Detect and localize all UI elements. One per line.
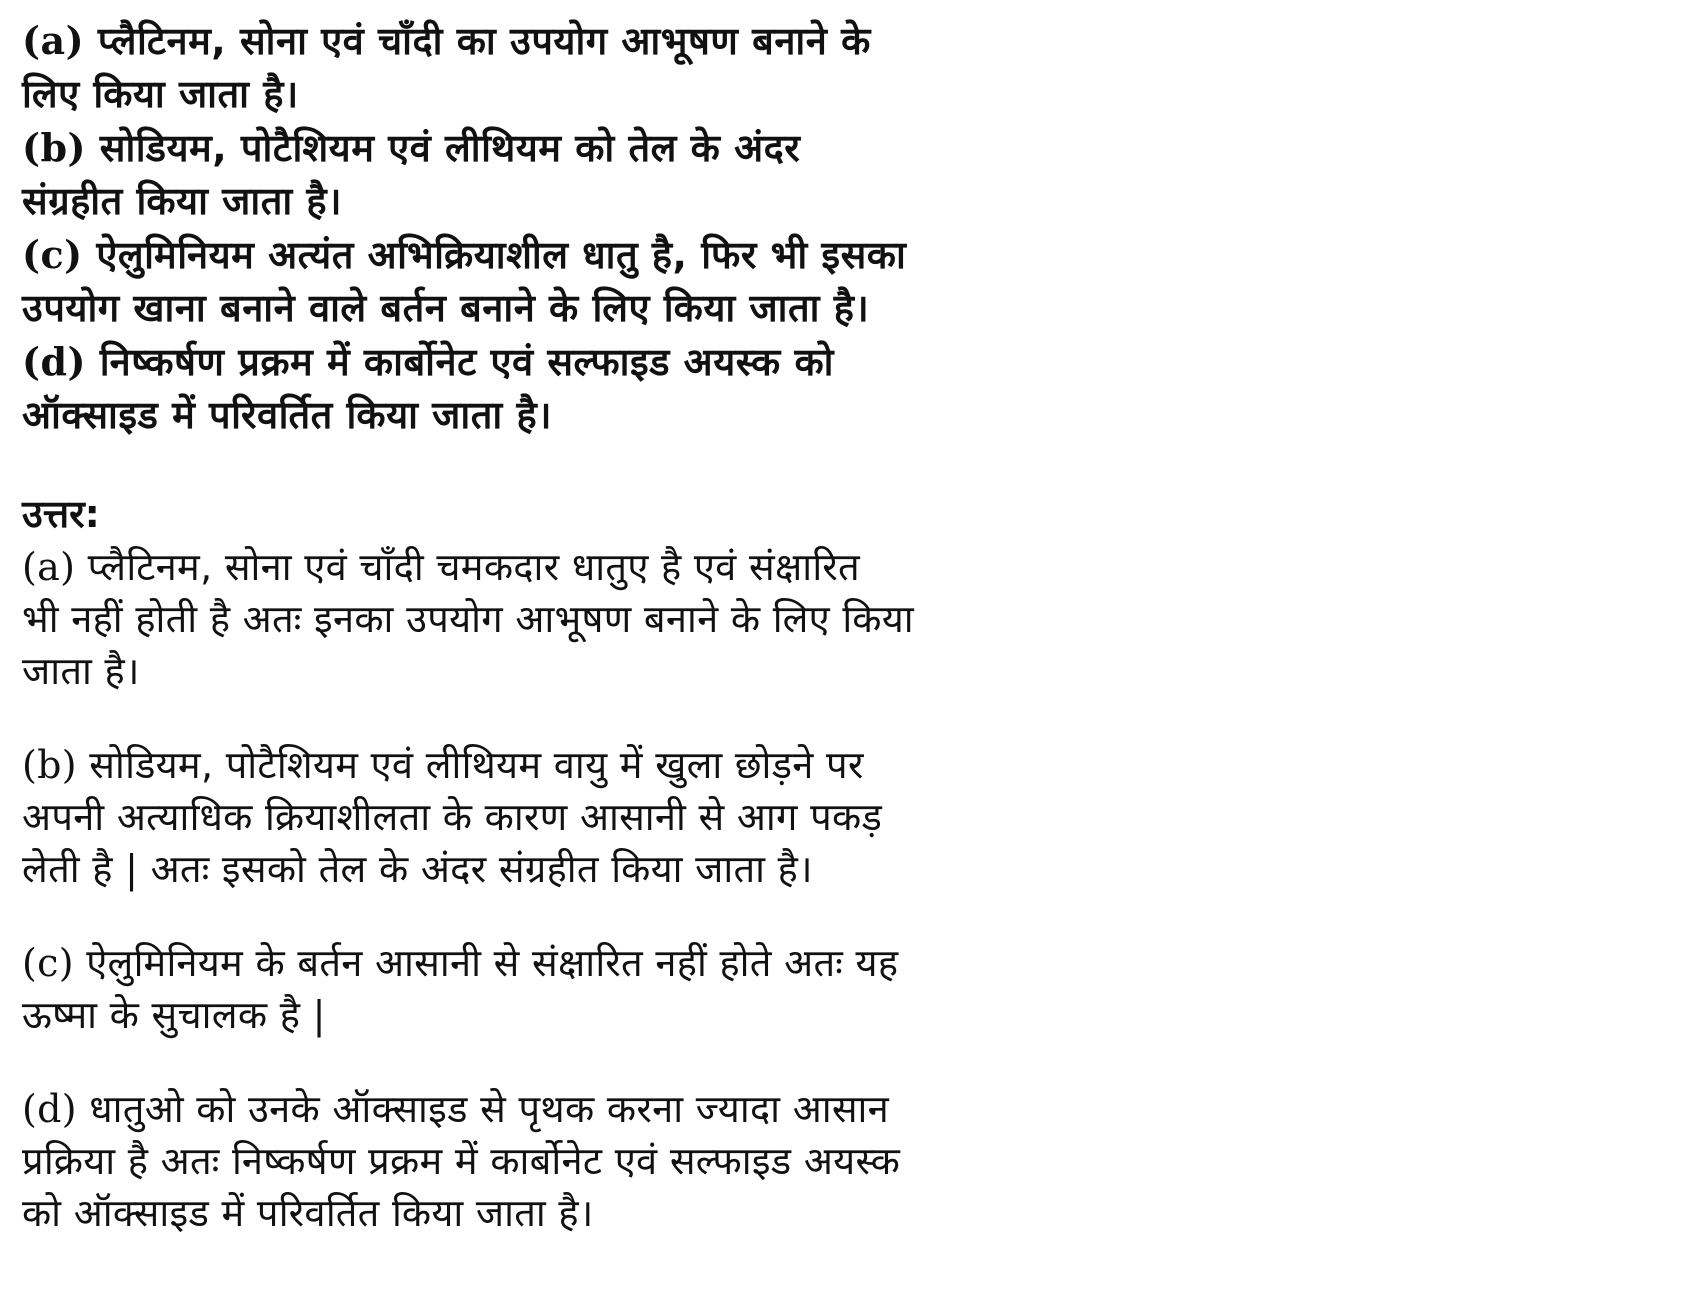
answer-label: (c) — [22, 941, 74, 985]
answer-line — [22, 1135, 1152, 1187]
question-label: (d) — [22, 339, 87, 384]
question-text: संग्रहीत किया जाता है। — [22, 179, 343, 223]
question-b — [22, 121, 1152, 228]
answer-text: को ऑक्साइड में परिवर्तित किया जाता है। — [22, 1191, 594, 1235]
answer-text: भी नहीं होती है अतः इनका उपयोग आभूषण बनाने के लिए किया — [22, 597, 914, 641]
answer-label: (b) — [22, 743, 77, 787]
answer-line — [22, 791, 1152, 843]
answer-label: (a) — [22, 545, 76, 589]
answer-text: प्लैटिनम, सोना एवं चाँदी चमकदार धातुए है एवं संक्षारित — [87, 545, 861, 589]
answer-line — [22, 937, 1152, 989]
document-page — [22, 14, 1152, 1239]
answer-line — [22, 1187, 1152, 1239]
answer-text: धातुओ को उनके ऑक्साइड से पृथक करना ज्यादा आसान — [89, 1087, 890, 1131]
question-list — [22, 14, 1152, 442]
answer-list — [22, 541, 1152, 1239]
answer-a — [22, 541, 1152, 697]
question-line — [22, 14, 1152, 68]
answer-text: ऊष्मा के सुचालक है | — [22, 993, 326, 1037]
question-label: (c) — [22, 232, 83, 277]
answer-line — [22, 645, 1152, 697]
answer-line — [22, 843, 1152, 895]
question-line — [22, 389, 1152, 442]
answer-label: (d) — [22, 1087, 77, 1131]
answer-text: अपनी अत्याधिक क्रियाशीलता के कारण आसानी से आग पकड़ — [22, 795, 883, 839]
question-text: लिए किया जाता है। — [22, 72, 299, 116]
answer-c — [22, 937, 1152, 1041]
question-text: उपयोग खाना बनाने वाले बर्तन बनाने के लिए किया जाता है। — [22, 286, 870, 330]
answer-text: सोडियम, पोटैशियम एवं लीथियम वायु में खुला छोड़ने पर — [89, 743, 864, 787]
answer-d — [22, 1083, 1152, 1239]
question-line — [22, 282, 1152, 335]
question-d — [22, 335, 1152, 442]
answer-line — [22, 593, 1152, 645]
question-c — [22, 228, 1152, 335]
answer-line — [22, 1083, 1152, 1135]
answer-text: प्रक्रिया है अतः निष्कर्षण प्रक्रम में कार्बोनेट एवं सल्फाइड अयस्क — [22, 1139, 901, 1183]
question-text: सोडियम, पोटैशियम एवं लीथियम को तेल के अंदर — [99, 126, 801, 170]
question-text: ऐलुमिनियम अत्यंत अभिक्रियाशील धातु है, फिर भी इसका — [96, 233, 907, 277]
question-text: निष्कर्षण प्रक्रम में कार्बोनेट एवं सल्फाइड अयस्क को — [99, 340, 834, 384]
question-text: ऑक्साइड में परिवर्तित किया जाता है। — [22, 393, 553, 437]
answer-b — [22, 739, 1152, 895]
answer-line — [22, 989, 1152, 1041]
question-text: प्लैटिनम, सोना एवं चाँदी का उपयोग आभूषण बनाने के — [97, 19, 871, 63]
question-label: (b) — [22, 125, 87, 170]
answer-text: ऐलुमिनियम के बर्तन आसानी से संक्षारित नहीं होते अतः यह — [86, 941, 899, 985]
question-line — [22, 228, 1152, 282]
question-line — [22, 121, 1152, 175]
answer-text: जाता है। — [22, 649, 140, 693]
question-line — [22, 335, 1152, 389]
question-line — [22, 68, 1152, 121]
question-label: (a) — [22, 18, 85, 63]
answer-heading: उत्तर: — [22, 492, 100, 536]
question-a — [22, 14, 1152, 121]
answer-line — [22, 739, 1152, 791]
answer-text: लेती है | अतः इसको तेल के अंदर संग्रहीत किया जाता है। — [22, 847, 813, 891]
question-line — [22, 175, 1152, 228]
answer-line — [22, 541, 1152, 593]
